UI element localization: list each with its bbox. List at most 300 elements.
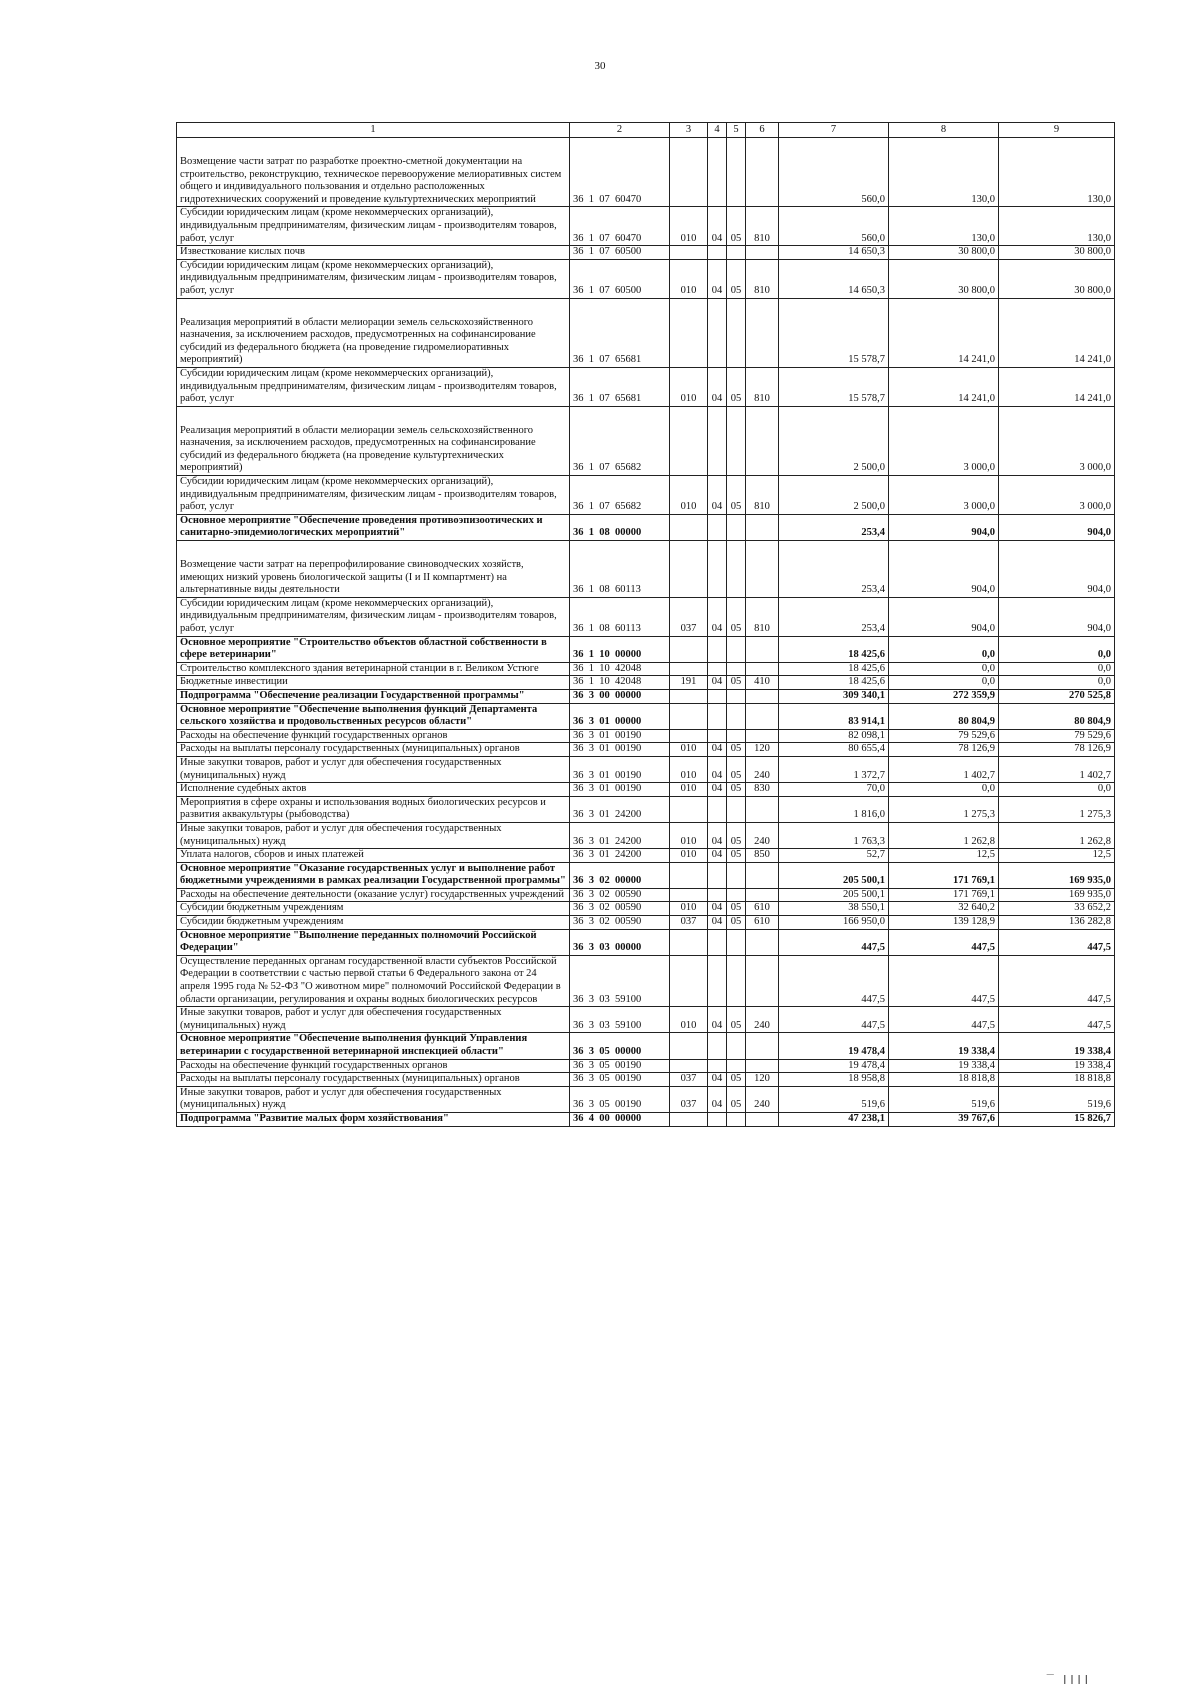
row-value-7-cell: 14 650,3 [779, 259, 889, 298]
row-name-cell: Расходы на выплаты персоналу государственных (муниципальных) органов [177, 743, 570, 757]
row-value-8-cell: 447,5 [889, 1007, 999, 1033]
row-value-9-cell: 904,0 [999, 514, 1115, 540]
row-code-cell: 36 3 01 24200 [570, 849, 670, 863]
empty-cell [177, 138, 570, 157]
row-expense-type-cell [746, 729, 779, 743]
table-row [177, 783, 1115, 797]
spacer-row [177, 298, 1115, 317]
row-code-cell: 36 1 07 65681 [570, 367, 670, 406]
row-code-cell: 36 3 02 00590 [570, 902, 670, 916]
row-section-cell [708, 1112, 727, 1126]
column-header: 8 [889, 123, 999, 138]
row-expense-type-cell: 240 [746, 1086, 779, 1112]
row-section-cell: 04 [708, 259, 727, 298]
row-section-cell [708, 317, 727, 368]
row-value-7-cell: 1 763,3 [779, 822, 889, 848]
empty-cell [670, 541, 708, 560]
row-expense-type-cell [746, 955, 779, 1006]
row-grbs-cell: 037 [670, 597, 708, 636]
row-value-7-cell: 1 816,0 [779, 796, 889, 822]
row-subsection-cell: 05 [727, 597, 746, 636]
row-section-cell [708, 559, 727, 597]
row-value-7-cell: 15 578,7 [779, 367, 889, 406]
row-grbs-cell [670, 955, 708, 1006]
row-subsection-cell: 05 [727, 822, 746, 848]
row-section-cell [708, 636, 727, 662]
row-value-8-cell: 14 241,0 [889, 367, 999, 406]
row-name-cell: Реализация мероприятий в области мелиорации земель сельскохозяйственного назначения, за исключением расходов, предусмотренных на софинансирование субсидий из федерального бюджета (на проведение культуртехнических мероприятий) [177, 425, 570, 476]
row-name-cell: Иные закупки товаров, работ и услуг для обеспечения государственных (муниципальных) нужд [177, 822, 570, 848]
table-row [177, 756, 1115, 782]
row-value-7-cell: 14 650,3 [779, 246, 889, 260]
row-grbs-cell [670, 1059, 708, 1073]
column-header: 7 [779, 123, 889, 138]
row-value-9-cell: 3 000,0 [999, 476, 1115, 515]
row-subsection-cell [727, 1059, 746, 1073]
row-value-8-cell: 519,6 [889, 1086, 999, 1112]
row-section-cell [708, 862, 727, 888]
row-code-cell: 36 1 08 60113 [570, 559, 670, 597]
row-subsection-cell [727, 955, 746, 1006]
empty-cell [727, 406, 746, 425]
empty-cell [779, 138, 889, 157]
row-value-9-cell: 30 800,0 [999, 259, 1115, 298]
row-subsection-cell [727, 156, 746, 207]
row-subsection-cell [727, 425, 746, 476]
row-value-8-cell: 0,0 [889, 783, 999, 797]
row-value-7-cell: 2 500,0 [779, 425, 889, 476]
row-name-cell: Подпрограмма "Развитие малых форм хозяйствования" [177, 1112, 570, 1126]
empty-cell [570, 406, 670, 425]
row-expense-type-cell: 850 [746, 849, 779, 863]
empty-cell [889, 298, 999, 317]
empty-cell [999, 541, 1115, 560]
row-grbs-cell [670, 689, 708, 703]
row-value-8-cell: 130,0 [889, 207, 999, 246]
row-value-7-cell: 447,5 [779, 1007, 889, 1033]
row-value-7-cell: 19 478,4 [779, 1059, 889, 1073]
row-grbs-cell [670, 317, 708, 368]
row-name-cell: Известкование кислых почв [177, 246, 570, 260]
row-expense-type-cell: 240 [746, 1007, 779, 1033]
row-value-7-cell: 253,4 [779, 597, 889, 636]
row-value-9-cell: 0,0 [999, 662, 1115, 676]
row-value-8-cell: 447,5 [889, 929, 999, 955]
row-name-cell: Основное мероприятие "Оказание государственных услуг и выполнение работ бюджетными учреждениями в рамках реализации Государственной программы" [177, 862, 570, 888]
table-row [177, 1073, 1115, 1087]
row-code-cell: 36 3 02 00000 [570, 862, 670, 888]
empty-cell [889, 406, 999, 425]
table-row [177, 729, 1115, 743]
row-code-cell: 36 1 10 42048 [570, 676, 670, 690]
row-value-8-cell: 19 338,4 [889, 1059, 999, 1073]
row-value-8-cell: 80 804,9 [889, 703, 999, 729]
row-value-9-cell: 14 241,0 [999, 367, 1115, 406]
row-grbs-cell: 037 [670, 1086, 708, 1112]
row-section-cell: 04 [708, 1073, 727, 1087]
empty-cell [570, 138, 670, 157]
row-grbs-cell [670, 929, 708, 955]
column-header: 3 [670, 123, 708, 138]
row-grbs-cell: 037 [670, 1073, 708, 1087]
table-row [177, 662, 1115, 676]
row-subsection-cell: 05 [727, 476, 746, 515]
row-subsection-cell [727, 929, 746, 955]
row-subsection-cell [727, 888, 746, 902]
spacer-row [177, 541, 1115, 560]
column-header: 9 [999, 123, 1115, 138]
row-value-8-cell: 32 640,2 [889, 902, 999, 916]
table-row [177, 1033, 1115, 1059]
row-subsection-cell: 05 [727, 1086, 746, 1112]
row-subsection-cell: 05 [727, 849, 746, 863]
row-grbs-cell [670, 246, 708, 260]
row-section-cell [708, 514, 727, 540]
row-code-cell: 36 1 08 60113 [570, 597, 670, 636]
row-value-7-cell: 70,0 [779, 783, 889, 797]
row-value-7-cell: 18 425,6 [779, 662, 889, 676]
row-value-9-cell: 1 275,3 [999, 796, 1115, 822]
row-code-cell: 36 3 01 24200 [570, 822, 670, 848]
row-code-cell: 36 1 07 60470 [570, 156, 670, 207]
row-value-9-cell: 3 000,0 [999, 425, 1115, 476]
row-value-8-cell: 19 338,4 [889, 1033, 999, 1059]
row-value-9-cell: 30 800,0 [999, 246, 1115, 260]
empty-cell [727, 138, 746, 157]
row-value-9-cell: 19 338,4 [999, 1033, 1115, 1059]
row-section-cell [708, 955, 727, 1006]
row-expense-type-cell [746, 156, 779, 207]
table-row [177, 1086, 1115, 1112]
row-expense-type-cell [746, 1033, 779, 1059]
row-subsection-cell: 05 [727, 259, 746, 298]
row-value-9-cell: 136 282,8 [999, 916, 1115, 930]
table-row [177, 862, 1115, 888]
empty-cell [779, 406, 889, 425]
row-expense-type-cell [746, 929, 779, 955]
row-value-9-cell: 447,5 [999, 929, 1115, 955]
row-subsection-cell: 05 [727, 916, 746, 930]
row-value-9-cell: 33 652,2 [999, 902, 1115, 916]
row-expense-type-cell: 610 [746, 902, 779, 916]
row-subsection-cell: 05 [727, 207, 746, 246]
row-section-cell [708, 703, 727, 729]
row-grbs-cell: 010 [670, 783, 708, 797]
row-value-8-cell: 14 241,0 [889, 317, 999, 368]
row-code-cell: 36 3 05 00000 [570, 1033, 670, 1059]
row-name-cell: Реализация мероприятий в области мелиорации земель сельскохозяйственного назначения, за исключением расходов, предусмотренных на софинансирование субсидий из федерального бюджета (на проведение гидромелиоративных мероприятий) [177, 317, 570, 368]
row-value-8-cell: 130,0 [889, 156, 999, 207]
row-name-cell: Субсидии юридическим лицам (кроме некоммерческих организаций), индивидуальным предпринимателям, физическим лицам - производителям товаров, работ, услуг [177, 367, 570, 406]
row-name-cell: Субсидии юридическим лицам (кроме некоммерческих организаций), индивидуальным предпринимателям, физическим лицам - производителям товаров, работ, услуг [177, 597, 570, 636]
row-code-cell: 36 3 02 00590 [570, 916, 670, 930]
row-code-cell: 36 3 05 00190 [570, 1073, 670, 1087]
row-value-9-cell: 0,0 [999, 783, 1115, 797]
row-code-cell: 36 3 00 00000 [570, 689, 670, 703]
row-value-8-cell: 447,5 [889, 955, 999, 1006]
row-section-cell [708, 888, 727, 902]
row-grbs-cell [670, 156, 708, 207]
row-value-9-cell: 130,0 [999, 156, 1115, 207]
row-subsection-cell [727, 636, 746, 662]
row-grbs-cell: 010 [670, 476, 708, 515]
row-expense-type-cell [746, 689, 779, 703]
row-value-8-cell: 79 529,6 [889, 729, 999, 743]
row-expense-type-cell [746, 425, 779, 476]
row-grbs-cell: 010 [670, 743, 708, 757]
row-value-9-cell: 1 262,8 [999, 822, 1115, 848]
empty-cell [779, 541, 889, 560]
empty-cell [746, 406, 779, 425]
row-value-7-cell: 205 500,1 [779, 862, 889, 888]
empty-cell [670, 298, 708, 317]
row-name-cell: Расходы на обеспечение функций государственных органов [177, 729, 570, 743]
row-section-cell: 04 [708, 367, 727, 406]
row-subsection-cell [727, 796, 746, 822]
spacer-row [177, 406, 1115, 425]
row-expense-type-cell: 830 [746, 783, 779, 797]
row-value-9-cell: 904,0 [999, 597, 1115, 636]
row-code-cell: 36 1 07 65682 [570, 425, 670, 476]
row-code-cell: 36 3 01 00190 [570, 729, 670, 743]
row-subsection-cell [727, 1033, 746, 1059]
row-value-8-cell: 3 000,0 [889, 476, 999, 515]
table-row [177, 929, 1115, 955]
row-name-cell: Субсидии бюджетным учреждениям [177, 902, 570, 916]
row-section-cell [708, 796, 727, 822]
table-row [177, 514, 1115, 540]
row-subsection-cell [727, 689, 746, 703]
row-name-cell: Расходы на выплаты персоналу государственных (муниципальных) органов [177, 1073, 570, 1087]
empty-cell [670, 406, 708, 425]
empty-cell [779, 298, 889, 317]
row-expense-type-cell [746, 703, 779, 729]
row-name-cell: Субсидии юридическим лицам (кроме некоммерческих организаций), индивидуальным предпринимателям, физическим лицам - производителям товаров, работ, услуг [177, 476, 570, 515]
empty-cell [708, 541, 727, 560]
row-code-cell: 36 1 07 60470 [570, 207, 670, 246]
row-name-cell: Иные закупки товаров, работ и услуг для обеспечения государственных (муниципальных) нужд [177, 756, 570, 782]
row-subsection-cell [727, 514, 746, 540]
row-expense-type-cell: 120 [746, 1073, 779, 1087]
row-value-8-cell: 30 800,0 [889, 259, 999, 298]
row-expense-type-cell [746, 1059, 779, 1073]
empty-cell [889, 541, 999, 560]
row-value-7-cell: 560,0 [779, 156, 889, 207]
row-section-cell: 04 [708, 849, 727, 863]
row-name-cell: Иные закупки товаров, работ и услуг для обеспечения государственных (муниципальных) нужд [177, 1086, 570, 1112]
row-expense-type-cell [746, 796, 779, 822]
row-expense-type-cell: 810 [746, 597, 779, 636]
row-value-8-cell: 18 818,8 [889, 1073, 999, 1087]
row-value-8-cell: 12,5 [889, 849, 999, 863]
row-name-cell: Исполнение судебных актов [177, 783, 570, 797]
table-row [177, 425, 1115, 476]
row-section-cell: 04 [708, 822, 727, 848]
row-subsection-cell [727, 662, 746, 676]
row-code-cell: 36 3 01 00190 [570, 756, 670, 782]
row-section-cell [708, 1033, 727, 1059]
row-section-cell: 04 [708, 916, 727, 930]
row-value-9-cell: 15 826,7 [999, 1112, 1115, 1126]
empty-cell [727, 541, 746, 560]
row-value-7-cell: 205 500,1 [779, 888, 889, 902]
table-row [177, 888, 1115, 902]
row-subsection-cell [727, 246, 746, 260]
row-value-9-cell: 80 804,9 [999, 703, 1115, 729]
row-value-7-cell: 83 914,1 [779, 703, 889, 729]
row-grbs-cell [670, 729, 708, 743]
budget-table [176, 122, 1115, 1127]
row-expense-type-cell [746, 317, 779, 368]
table-row [177, 676, 1115, 690]
row-subsection-cell [727, 1112, 746, 1126]
row-value-9-cell: 447,5 [999, 955, 1115, 1006]
row-expense-type-cell [746, 1112, 779, 1126]
empty-cell [708, 298, 727, 317]
row-name-cell: Подпрограмма "Обеспечение реализации Государственной программы" [177, 689, 570, 703]
row-value-8-cell: 1 262,8 [889, 822, 999, 848]
row-name-cell: Мероприятия в сфере охраны и использования водных биологических ресурсов и развития аквакультуры (рыбоводства) [177, 796, 570, 822]
empty-cell [670, 138, 708, 157]
row-value-7-cell: 447,5 [779, 929, 889, 955]
row-value-9-cell: 79 529,6 [999, 729, 1115, 743]
row-value-8-cell: 904,0 [889, 514, 999, 540]
empty-cell [177, 406, 570, 425]
row-section-cell: 04 [708, 783, 727, 797]
row-value-7-cell: 80 655,4 [779, 743, 889, 757]
row-grbs-cell [670, 1033, 708, 1059]
row-section-cell [708, 1059, 727, 1073]
empty-cell [746, 298, 779, 317]
table-row [177, 849, 1115, 863]
row-grbs-cell [670, 862, 708, 888]
row-value-8-cell: 139 128,9 [889, 916, 999, 930]
row-value-8-cell: 1 275,3 [889, 796, 999, 822]
table-row [177, 259, 1115, 298]
row-code-cell: 36 3 02 00590 [570, 888, 670, 902]
row-code-cell: 36 3 03 59100 [570, 955, 670, 1006]
row-name-cell: Бюджетные инвестиции [177, 676, 570, 690]
row-value-8-cell: 904,0 [889, 559, 999, 597]
row-grbs-cell: 010 [670, 367, 708, 406]
row-grbs-cell [670, 559, 708, 597]
row-expense-type-cell: 610 [746, 916, 779, 930]
row-value-9-cell: 130,0 [999, 207, 1115, 246]
table-row [177, 367, 1115, 406]
row-value-7-cell: 1 372,7 [779, 756, 889, 782]
row-name-cell: Основное мероприятие "Обеспечение проведения противоэпизоотических и санитарно-эпидемиологических мероприятий" [177, 514, 570, 540]
row-grbs-cell: 037 [670, 916, 708, 930]
row-value-8-cell: 171 769,1 [889, 888, 999, 902]
row-code-cell: 36 1 10 42048 [570, 662, 670, 676]
row-expense-type-cell: 240 [746, 756, 779, 782]
empty-cell [999, 138, 1115, 157]
row-grbs-cell: 010 [670, 756, 708, 782]
empty-cell [999, 406, 1115, 425]
table-row [177, 636, 1115, 662]
row-expense-type-cell [746, 559, 779, 597]
row-section-cell: 04 [708, 476, 727, 515]
empty-cell [570, 298, 670, 317]
row-subsection-cell: 05 [727, 783, 746, 797]
row-value-9-cell: 78 126,9 [999, 743, 1115, 757]
empty-cell [999, 298, 1115, 317]
row-grbs-cell: 010 [670, 849, 708, 863]
table-row [177, 689, 1115, 703]
row-value-7-cell: 253,4 [779, 559, 889, 597]
empty-cell [177, 541, 570, 560]
row-name-cell: Строительство комплексного здания ветеринарной станции в г. Великом Устюге [177, 662, 570, 676]
row-expense-type-cell: 240 [746, 822, 779, 848]
row-name-cell: Субсидии бюджетным учреждениям [177, 916, 570, 930]
column-header: 1 [177, 123, 570, 138]
row-section-cell [708, 156, 727, 207]
table-row [177, 317, 1115, 368]
row-value-8-cell: 0,0 [889, 676, 999, 690]
row-grbs-cell [670, 703, 708, 729]
row-name-cell: Основное мероприятие "Обеспечение выполнения функций Департамента сельского хозяйства и продовольственных ресурсов области" [177, 703, 570, 729]
row-expense-type-cell: 120 [746, 743, 779, 757]
table-row [177, 1112, 1115, 1126]
row-name-cell: Субсидии юридическим лицам (кроме некоммерческих организаций), индивидуальным предпринимателям, физическим лицам - производителям товаров, работ, услуг [177, 259, 570, 298]
row-value-8-cell: 1 402,7 [889, 756, 999, 782]
row-name-cell: Осуществление переданных органам государственной власти субъектов Российской Федерации в соответствии с частью первой статьи 6 Федерального закона от 24 апреля 1995 года № 52-ФЗ "О животном мире" полномочий Российской Федерации в области организации, регулирования и охраны водных биологических ресурсов [177, 955, 570, 1006]
row-code-cell: 36 3 03 00000 [570, 929, 670, 955]
table-row [177, 476, 1115, 515]
row-section-cell: 04 [708, 743, 727, 757]
row-value-9-cell: 0,0 [999, 676, 1115, 690]
row-subsection-cell: 05 [727, 1073, 746, 1087]
table-body [177, 138, 1115, 1127]
row-code-cell: 36 3 01 24200 [570, 796, 670, 822]
row-expense-type-cell [746, 662, 779, 676]
row-value-9-cell: 18 818,8 [999, 1073, 1115, 1087]
row-expense-type-cell: 810 [746, 259, 779, 298]
row-name-cell: Основное мероприятие "Строительство объектов областной собственности в сфере ветеринарии" [177, 636, 570, 662]
row-value-7-cell: 47 238,1 [779, 1112, 889, 1126]
row-section-cell: 04 [708, 676, 727, 690]
table-row [177, 703, 1115, 729]
row-grbs-cell: 191 [670, 676, 708, 690]
row-grbs-cell [670, 514, 708, 540]
row-value-7-cell: 82 098,1 [779, 729, 889, 743]
table-row [177, 207, 1115, 246]
row-section-cell [708, 662, 727, 676]
row-expense-type-cell [746, 862, 779, 888]
scan-marks: ‾ ǀǀǀǀ [1046, 1673, 1090, 1687]
row-grbs-cell: 010 [670, 207, 708, 246]
row-code-cell: 36 4 00 00000 [570, 1112, 670, 1126]
row-value-9-cell: 169 935,0 [999, 888, 1115, 902]
row-value-7-cell: 519,6 [779, 1086, 889, 1112]
row-subsection-cell [727, 317, 746, 368]
row-value-9-cell: 0,0 [999, 636, 1115, 662]
row-value-8-cell: 39 767,6 [889, 1112, 999, 1126]
page-number: 30 [594, 60, 606, 72]
row-value-7-cell: 52,7 [779, 849, 889, 863]
empty-cell [708, 138, 727, 157]
row-name-cell: Расходы на обеспечение деятельности (оказание услуг) государственных учреждений [177, 888, 570, 902]
row-code-cell: 36 3 03 59100 [570, 1007, 670, 1033]
row-section-cell [708, 425, 727, 476]
empty-cell [177, 298, 570, 317]
spacer-row [177, 138, 1115, 157]
row-value-9-cell: 519,6 [999, 1086, 1115, 1112]
row-section-cell: 04 [708, 1007, 727, 1033]
row-section-cell: 04 [708, 597, 727, 636]
row-expense-type-cell: 810 [746, 476, 779, 515]
row-expense-type-cell: 810 [746, 367, 779, 406]
